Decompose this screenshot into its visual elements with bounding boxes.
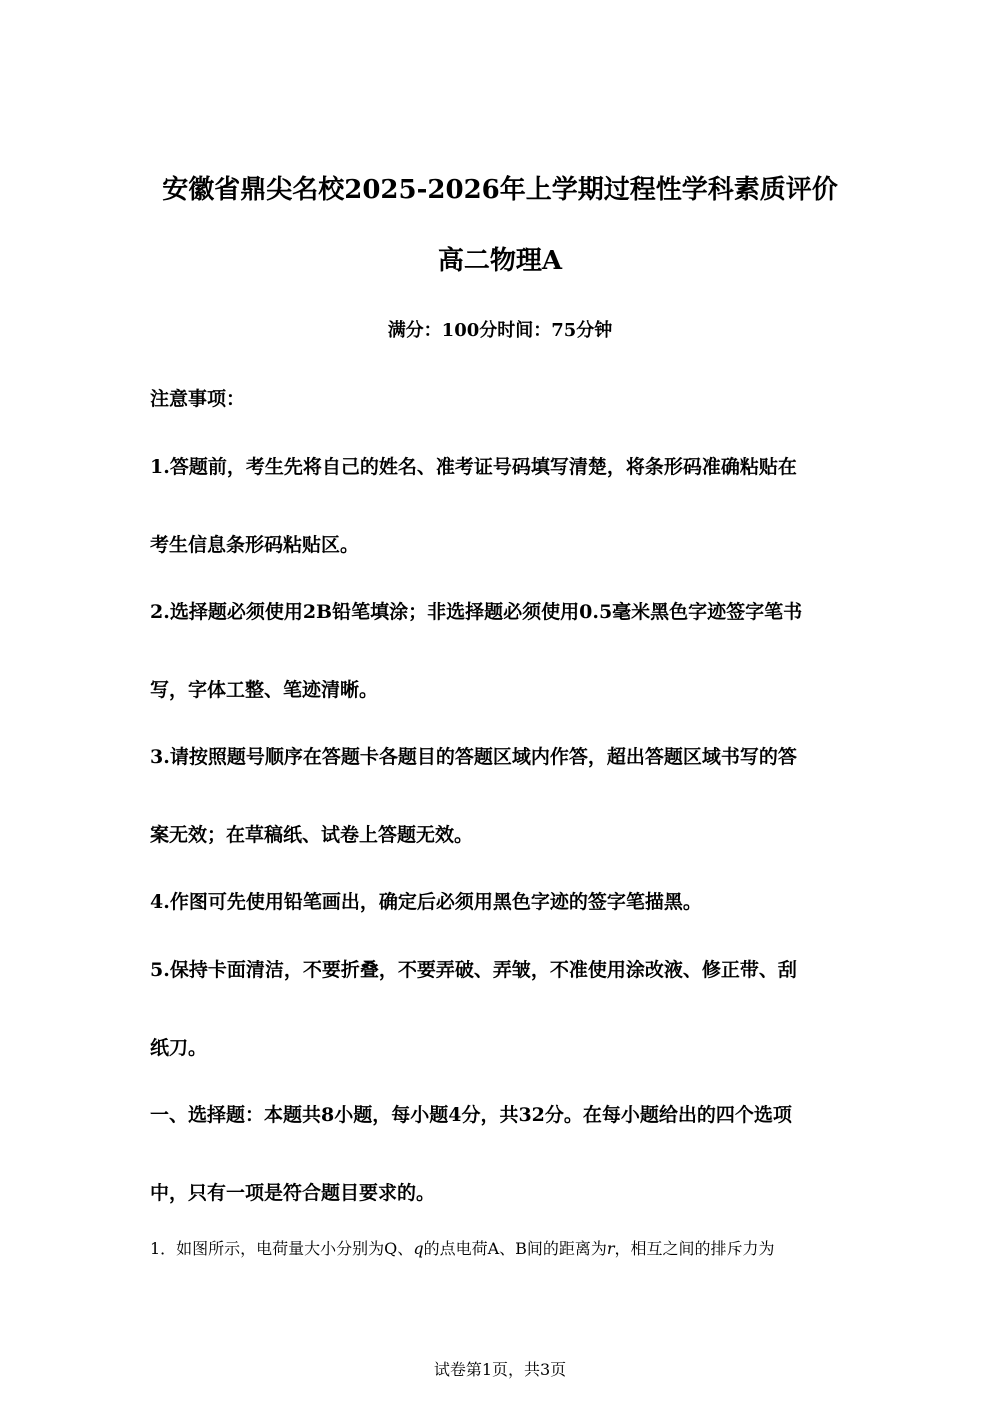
exam-subject: 高二物理A [437, 246, 563, 276]
exam-title: 安徽省鼎尖名校2025-2026年上学期过程性学科素质评价 [162, 175, 838, 205]
note-3-line-2: 案无效；在草稿纸、试卷上答题无效。 [150, 824, 474, 846]
note-5-line-1: 5.保持卡面清洁，不要折叠，不要弄破、弄皱，不准使用涂改液、修正带、刮 [150, 959, 797, 981]
note-3-line-1: 3.请按照题号顺序在答题卡各题目的答题区域内作答，超出答题区域书写的答 [150, 746, 797, 768]
note-1-line-2: 考生信息条形码粘贴区。 [150, 534, 360, 556]
page-footer: 试卷第1页，共3页 [433, 1360, 567, 1379]
exam-info: 满分：100分时间：75分钟 [387, 320, 613, 341]
note-2-line-2: 写，字体工整、笔迹清晰。 [150, 679, 379, 701]
question-1-part-3: ，相互之间的排斥力为 [614, 1239, 775, 1258]
question-1-part-1: 1．如图所示，电荷量大小分别为Q、 [150, 1239, 414, 1258]
section-1-line-2: 中，只有一项是符合题目要求的。 [150, 1182, 436, 1204]
question-1-text [150, 1236, 775, 1259]
note-4-line-1: 4.作图可先使用铅笔画出，确定后必须用黑色字迹的签字笔描黑。 [150, 891, 702, 913]
section-1-line-1: 一、选择题：本题共8小题，每小题4分，共32分。在每小题给出的四个选项 [150, 1104, 792, 1126]
notes-heading: 注意事项： [150, 388, 246, 410]
question-1-part-2: 的点电荷A、B间的距离为 [423, 1239, 607, 1258]
question-1-charge-q: q [413, 1239, 424, 1258]
note-2-line-1: 2.选择题必须使用2B铅笔填涂；非选择题必须使用0.5毫米黑色字迹签字笔书 [150, 601, 803, 623]
question-1-distance-r: r [606, 1239, 615, 1258]
note-1-line-1: 1.答题前，考生先将自己的姓名、准考证号码填写清楚，将条形码准确粘贴在 [150, 456, 797, 478]
note-5-line-2: 纸刀。 [150, 1037, 208, 1059]
